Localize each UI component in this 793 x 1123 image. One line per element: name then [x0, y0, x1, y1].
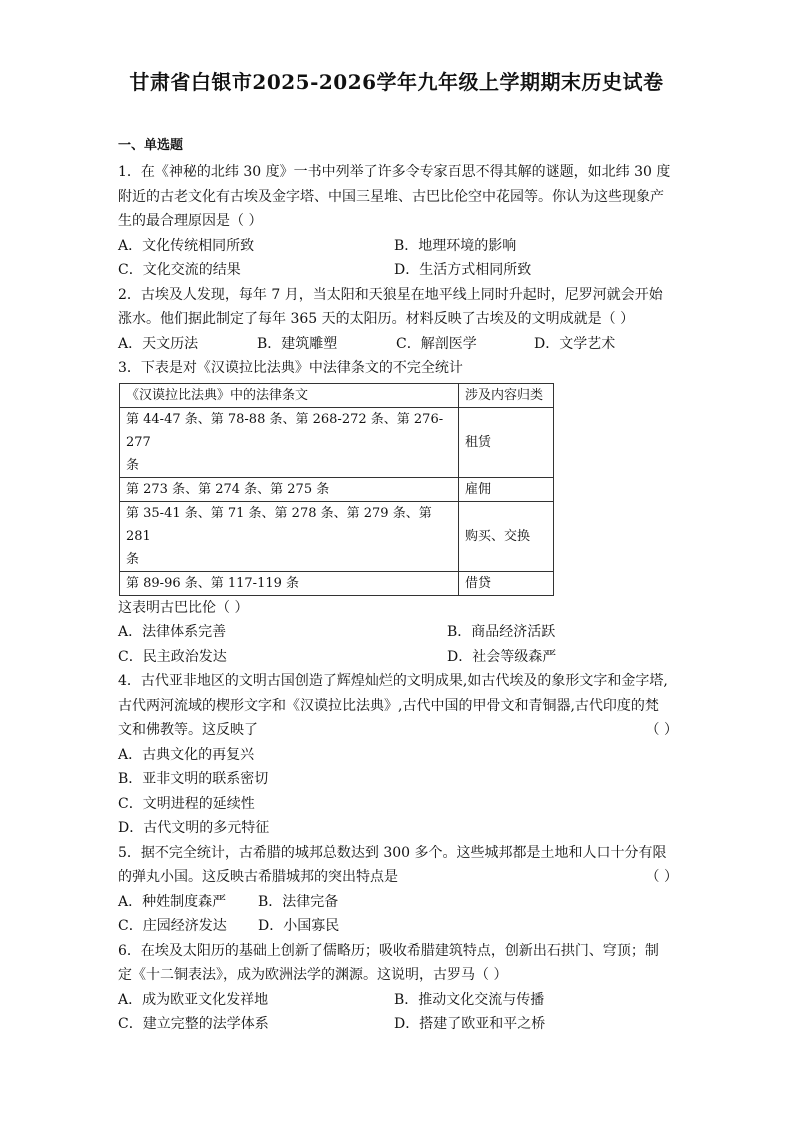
question-text-line: 这表明古巴比伦（ ）	[118, 599, 249, 616]
question-text-line: 6．在埃及太阳历的基础上创新了儒略历；吸收希腊建筑特点，创新出石拱门、穹顶；制	[118, 942, 659, 959]
option-row	[118, 332, 678, 357]
question-3	[118, 356, 678, 669]
option-b[interactable]: B．法律完备	[258, 893, 339, 910]
table-cell-category: 购买、交换	[459, 501, 554, 571]
table-cell-clauses	[120, 571, 459, 595]
option-d[interactable]: D．古代文明的多元特征	[118, 820, 270, 836]
law-table	[119, 383, 554, 596]
question-text-line: 古代两河流域的楔形文字和《汉谟拉比法典》,古代中国的甲骨文和青铜器,古代印度的梵	[118, 697, 659, 714]
option-c[interactable]: C．解剖医学	[396, 335, 477, 352]
question-6	[118, 939, 678, 1037]
question-text-line	[118, 865, 678, 890]
question-5	[118, 841, 678, 939]
option-row	[118, 258, 678, 283]
option-row	[118, 1012, 678, 1037]
table-row	[120, 407, 554, 477]
option-row	[118, 234, 678, 259]
question-1	[118, 160, 678, 283]
clause-line: 第 35-41 条、第 71 条、第 278 条、第 279 条、第 281	[126, 505, 432, 544]
question-text-line: 涨水。他们据此制定了每年 365 天的太阳历。材料反映了古埃及的文明成就是（ ）	[118, 311, 635, 327]
table-cell-clauses	[120, 407, 459, 477]
question-text-line: 5．据不完全统计，古希腊的城邦总数达到 300 多个。这些城邦都是土地和人口十分有限	[118, 844, 667, 861]
clause-line: 第 89-96 条、第 117-119 条	[126, 575, 300, 591]
option-c[interactable]: C．民主政治发达	[118, 648, 227, 665]
option-b[interactable]: B．建筑雕塑	[257, 335, 338, 352]
option-row	[118, 645, 678, 670]
option-a[interactable]: A．种姓制度森严	[118, 893, 227, 910]
table-cell-clauses	[120, 501, 459, 571]
option-a[interactable]: A．古典文化的再复兴	[118, 746, 255, 763]
question-list	[118, 160, 678, 1037]
option-b[interactable]: B．商品经济活跃	[447, 624, 556, 640]
question-text-line	[118, 718, 678, 743]
option-c[interactable]: C．庄园经济发达	[118, 918, 227, 934]
table-row	[120, 501, 554, 571]
option-a[interactable]: A．成为欧亚文化发祥地	[118, 991, 269, 1008]
question-text-line: 3．下表是对《汉谟拉比法典》中法律条文的不完全统计	[118, 360, 463, 376]
question-4	[118, 669, 678, 841]
question-text-line: 定《十二铜表法》，成为欧洲法学的渊源。这说明，古罗马（ ）	[118, 967, 508, 983]
option-row	[118, 620, 678, 645]
table-row	[120, 571, 554, 595]
table-header-category: 涉及内容归类	[459, 383, 554, 407]
question-text-line: 附近的古老文化有古埃及金字塔、中国三星堆、古巴比伦空中花园等。你认为这些现象产	[118, 188, 664, 205]
option-d[interactable]: D．文学艺术	[534, 335, 616, 352]
question-text: 文和佛教等。这反映了	[118, 722, 258, 738]
table-cell-category: 租赁	[459, 407, 554, 477]
question-text: 的弹丸小国。这反映古希腊城邦的突出特点是	[118, 869, 398, 885]
option-c[interactable]: C．文明进程的延续性	[118, 795, 255, 812]
option-b[interactable]: B．地理环境的影响	[394, 237, 517, 254]
exam-title: 甘肃省白银市2025-2026学年九年级上学期期末历史试卷	[129, 70, 664, 94]
option-b[interactable]: B．亚非文明的联系密切	[118, 771, 269, 787]
option-c[interactable]: C．建立完整的法学体系	[118, 1016, 269, 1032]
table-cell-category: 雇佣	[459, 477, 554, 501]
clause-line: 第 44-47 条、第 78-88 条、第 268-272 条、第 276-277	[126, 411, 444, 450]
option-c[interactable]: C．文化交流的结果	[118, 262, 241, 278]
table-row	[120, 477, 554, 501]
table-header-row	[120, 383, 554, 407]
option-row	[118, 988, 678, 1013]
answer-blank[interactable]: （ ）	[645, 869, 678, 885]
option-row	[118, 914, 678, 939]
option-a[interactable]: A．天文历法	[118, 335, 199, 352]
option-d[interactable]: D．社会等级森严	[447, 648, 557, 665]
option-row	[118, 890, 678, 915]
option-a[interactable]: A．文化传统相同所致	[118, 237, 255, 254]
answer-blank[interactable]: （ ）	[645, 722, 678, 738]
question-text-line: 生的最合理原因是（ ）	[118, 213, 263, 229]
table-cell-clauses	[120, 477, 459, 501]
question-text-line: 4．古代亚非地区的文明古国创造了辉煌灿烂的文明成果,如古代埃及的象形文字和金字塔,	[118, 673, 668, 689]
question-text-line: 1．在《神秘的北纬 30 度》一书中列举了许多令专家百思不得其解的谜题，如北纬 30 度	[118, 164, 671, 180]
clause-line: 第 273 条、第 274 条、第 275 条	[126, 481, 330, 497]
clause-line: 条	[126, 551, 140, 567]
section-heading: 一、单选题	[118, 138, 184, 153]
clause-line: 条	[126, 457, 140, 473]
question-2	[118, 283, 678, 357]
option-d[interactable]: D．小国寡民	[258, 918, 340, 934]
table-header-clauses: 《汉谟拉比法典》中的法律条文	[120, 383, 459, 407]
question-text-line: 2．古埃及人发现，每年 7 月，当太阳和天狼星在地平线上同时升起时，尼罗河就会开始	[118, 286, 663, 303]
option-d[interactable]: D．生活方式相同所致	[394, 262, 532, 278]
option-b[interactable]: B．推动文化交流与传播	[394, 991, 545, 1008]
option-a[interactable]: A．法律体系完善	[118, 624, 227, 640]
option-d[interactable]: D．搭建了欧亚和平之桥	[394, 1016, 546, 1032]
table-cell-category: 借贷	[459, 571, 554, 595]
